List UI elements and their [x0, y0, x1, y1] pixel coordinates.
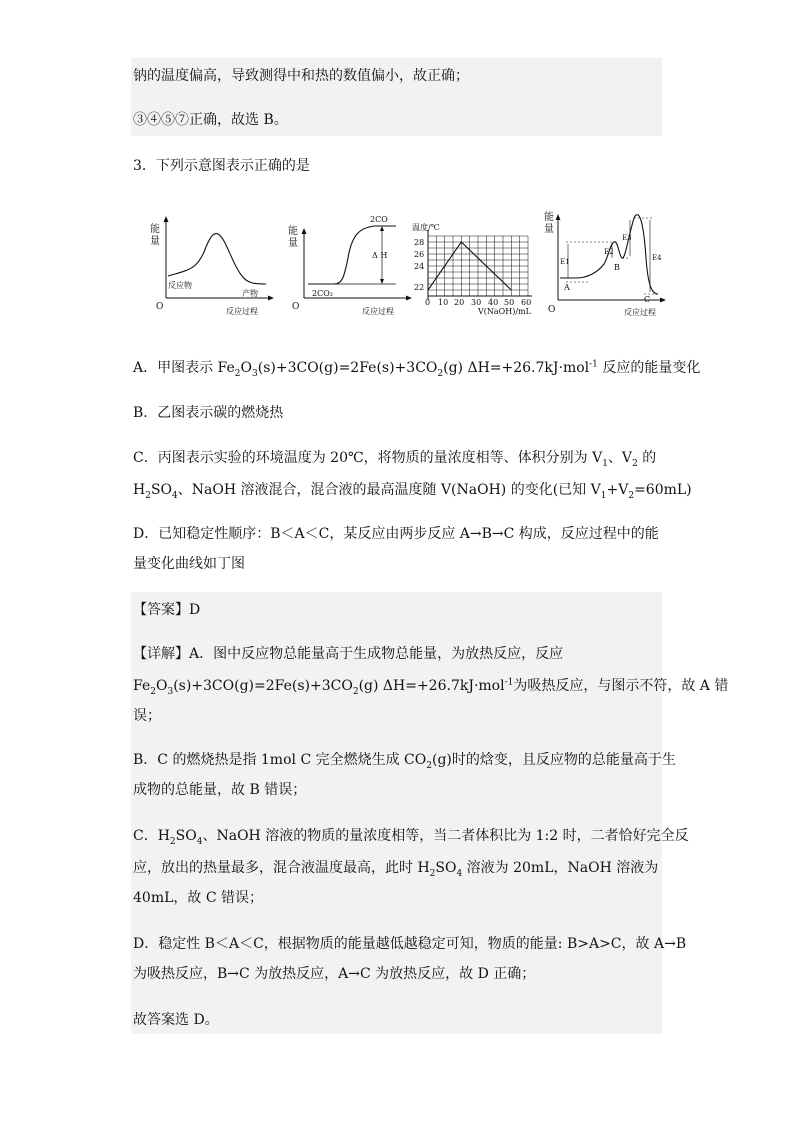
final-answer: 故答案选 D。 — [133, 1012, 219, 1028]
fig3-ylabel: 温度/℃ — [412, 223, 440, 232]
fig3-xtick-40: 40 — [488, 298, 499, 307]
fig2-xlabel: 反应过程 — [362, 307, 394, 316]
fig4-ylabel-1: 能 — [544, 212, 554, 223]
fig3-xtick-10: 10 — [438, 298, 449, 307]
option-d-line-2: 量变化曲线如丁图 — [133, 556, 245, 572]
fig3-xtick-50: 50 — [504, 298, 515, 307]
option-c-line-2: $H_2SO_4$、NaOH 溶液混合，混合液的最高温度随 V(NaOH) 的变化(已知 $V_1+V_2=60mL$) — [133, 482, 692, 501]
explanation-d-line-2: 为吸热反应，B→C 为放热反应，A→C 为放热反应，故 D 正确； — [133, 966, 536, 982]
fig4-ylabel-2: 量 — [544, 224, 554, 235]
fig2-ylabel-2: 量 — [288, 238, 298, 249]
fig3-ytick-24: 24 — [414, 262, 425, 271]
fig3-xtick-30: 30 — [471, 298, 482, 307]
explanation-b-line-1: B．C 的燃烧热是指 1mol C 完全燃烧生成 $CO_2(g)$时的焓变，且反应物的总能量高于生 — [133, 752, 676, 771]
figure-jia — [150, 216, 274, 316]
previous-answer-line-1: 钠的温度偏高，导致测得中和热的数值偏小，故正确； — [133, 68, 469, 84]
fig3-xtick-20: 20 — [454, 298, 465, 307]
fig2-delta-h: Δ H — [372, 251, 388, 260]
fig2-label-top: 2CO — [370, 215, 388, 224]
figure-bing — [412, 222, 532, 316]
fig1-reactant: 反应物 — [168, 281, 192, 290]
explanation-c-line-2: 应，放出的热量最多，混合液温度最高，此时 $H_2SO_4$ 溶液为 20mL，NaOH 溶液为 — [133, 860, 659, 879]
fig4-label-e3: E3 — [622, 234, 632, 242]
fig1-xlabel: 反应过程 — [226, 307, 258, 316]
fig3-xlabel: V(NaOH)/mL — [478, 307, 531, 316]
fig2-ylabel-1: 能 — [288, 226, 298, 237]
fig4-xlabel: 反应过程 — [624, 308, 656, 317]
fig4-label-c: C — [644, 295, 651, 304]
fig4-label-e1: E1 — [560, 258, 570, 266]
fig3-ytick-22: 22 — [414, 283, 425, 292]
fig3-xtick-60: 60 — [521, 298, 532, 307]
explanation-a-line-2: $Fe_2O_3(s)+3CO(g)=2Fe(s)+3CO_2(g)$ ΔH=+26.7kJ·mol$^{-1}$为吸热反应，与图示不符，故 A 错 — [133, 677, 729, 697]
fig2-origin: O — [292, 302, 300, 312]
fig4-label-a: A — [564, 283, 570, 292]
fig3-xtick-0: 0 — [425, 298, 431, 307]
figure-yi — [288, 215, 412, 316]
fig2-label-bottom: 2CO₂ — [312, 289, 333, 298]
fig4-label-e2: E2 — [604, 248, 614, 256]
fig4-label-e4: E4 — [652, 254, 662, 262]
fig4-label-b: B — [614, 263, 620, 272]
explanation-a-line-1: 【详解】A．图中反应物总能量高于生成物总能量，为放热反应，反应 — [133, 646, 564, 662]
fig3-ytick-28: 28 — [414, 238, 425, 247]
option-a: A．甲图表示 $Fe_2O_3(s)+3CO(g)=2Fe(s)+3CO_2(g)$ ΔH=+26.7kJ·mol$^{-1}$ 反应的能量变化 — [133, 359, 701, 379]
fig4-origin: O — [548, 305, 556, 315]
option-d-line-1: D．已知稳定性顺序：B＜A＜C，某反应由两步反应 A→B→C 构成，反应过程中的能 — [133, 526, 659, 542]
explanation-c-line-1: C．$H_2SO_4$、NaOH 溶液的物质的量浓度相等，当二者体积比为 1:2 时，二者恰好完全反 — [133, 828, 689, 847]
explanation-c-line-3: 40mL，故 C 错误； — [133, 890, 263, 906]
fig1-origin: O — [156, 302, 164, 312]
option-c-line-1: C．丙图表示实验的环境温度为 20℃，将物质的量浓度相等、体积分别为 $V_1$、$V_2$ 的 — [133, 450, 657, 469]
explanation-b-line-2: 成物的总能量，故 B 错误； — [133, 782, 307, 798]
fig3-ytick-26: 26 — [414, 250, 425, 259]
explanation-a-line-3: 误； — [133, 708, 161, 724]
question-title: 3．下列示意图表示正确的是 — [133, 158, 310, 174]
explanation-d-line-1: D．稳定性 B＜A＜C，根据物质的能量越低越稳定可知，物质的能量: B>A>C，故 A→B — [133, 936, 687, 952]
fig1-product: 产物 — [242, 289, 258, 298]
fig1-ylabel-2: 量 — [150, 236, 160, 247]
question-figures — [148, 208, 668, 330]
figure-ding — [544, 210, 666, 317]
fig1-ylabel-1: 能 — [150, 224, 160, 235]
previous-answer-line-2: ③④⑤⑦正确，故选 B。 — [133, 112, 288, 128]
answer-label: 【答案】D — [133, 602, 201, 618]
option-b: B．乙图表示碳的燃烧热 — [133, 405, 284, 421]
